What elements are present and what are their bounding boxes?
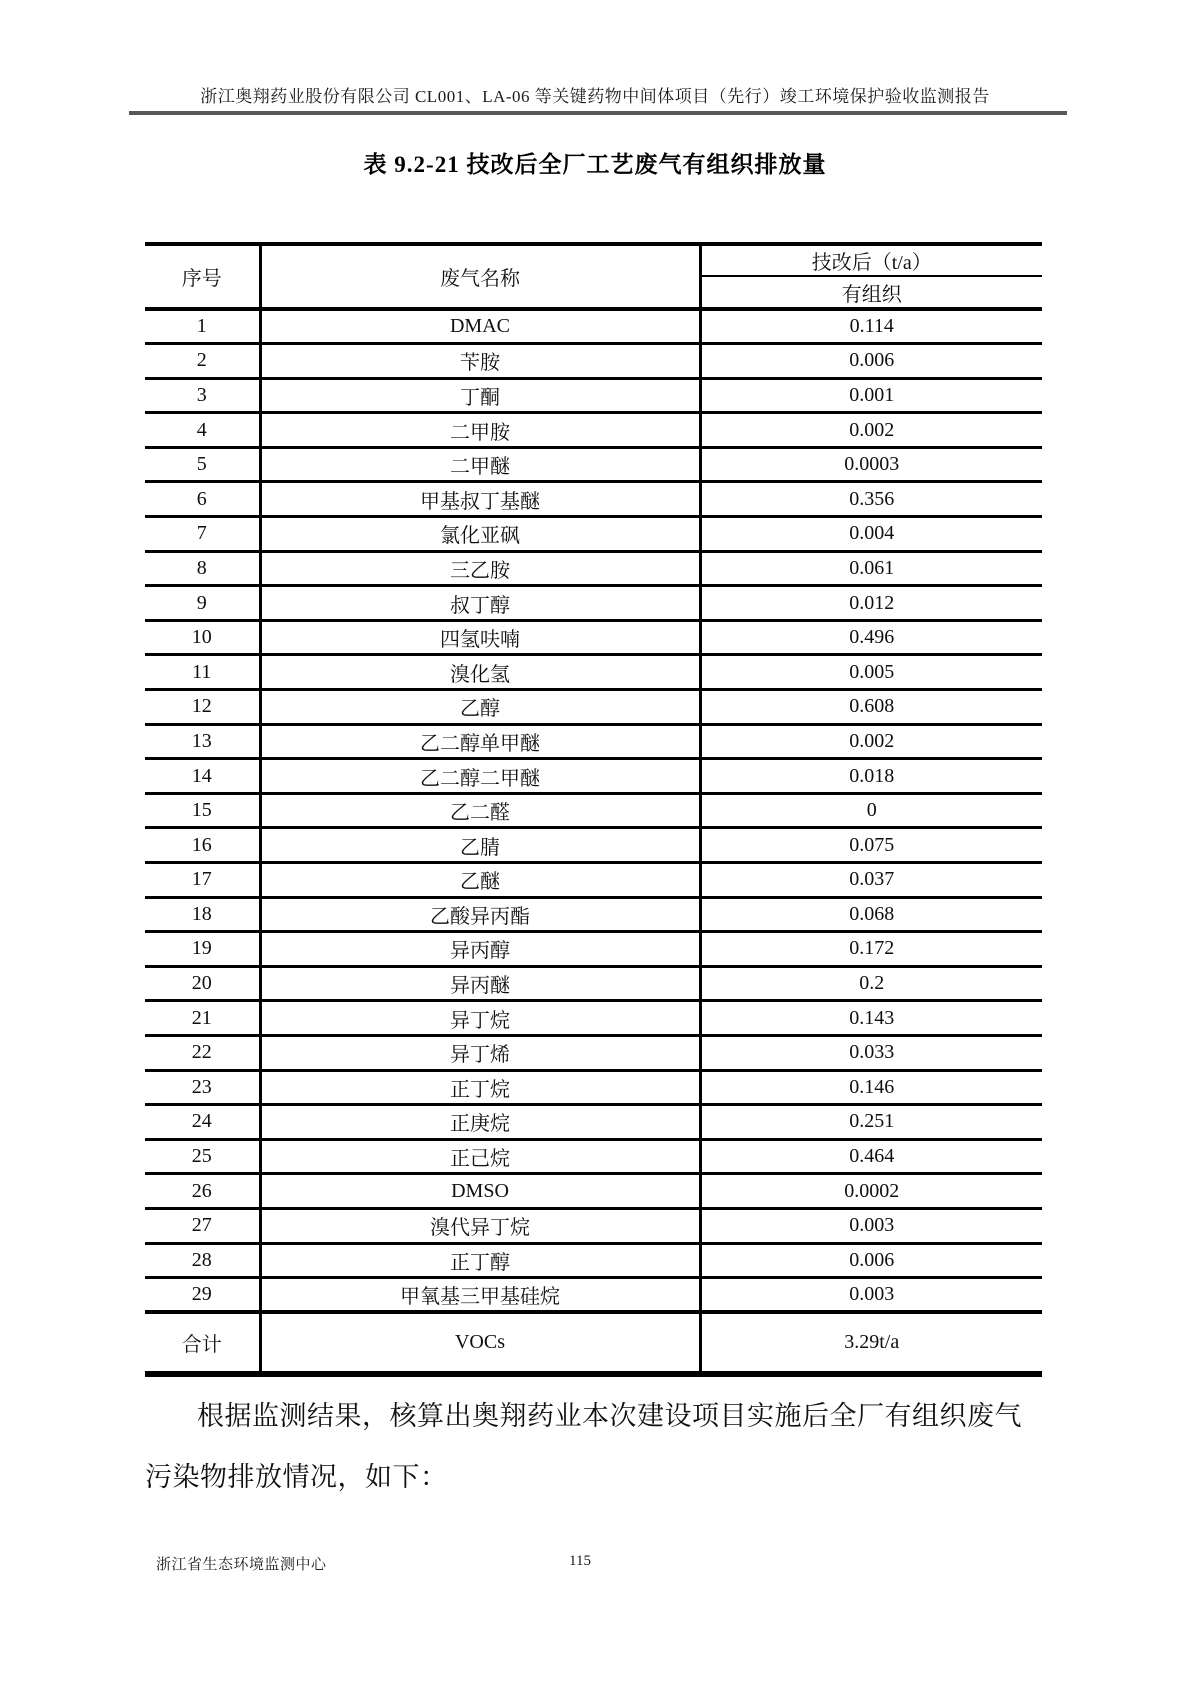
- row-value-cell: 0.172: [700, 932, 1042, 967]
- table-row: [145, 344, 1042, 379]
- row-index-cell: 27: [145, 1208, 260, 1243]
- table-total-row: [145, 1312, 1042, 1374]
- row-name-cell: 溴化氢: [260, 655, 700, 690]
- table-row: [145, 1105, 1042, 1140]
- row-index-cell: 9: [145, 586, 260, 621]
- table-title: 表 9.2-21 技改后全厂工艺废气有组织排放量: [363, 152, 827, 177]
- row-value-cell: 0.146: [700, 1070, 1042, 1105]
- table-row: [145, 1278, 1042, 1313]
- row-index-cell: 2: [145, 344, 260, 379]
- table-row: [145, 1070, 1042, 1105]
- table-row: [145, 551, 1042, 586]
- row-value-cell: 0.075: [700, 828, 1042, 863]
- table-row: [145, 620, 1042, 655]
- row-name-cell: 甲氧基三甲基硅烷: [260, 1278, 700, 1313]
- row-value-cell: 0.114: [700, 309, 1042, 344]
- table-row: [145, 413, 1042, 448]
- row-name-cell: 乙腈: [260, 828, 700, 863]
- row-value-cell: 0.003: [700, 1278, 1042, 1313]
- row-value-cell: 0.037: [700, 863, 1042, 898]
- row-name-cell: 异丙醚: [260, 966, 700, 1001]
- page-number: 115: [569, 1553, 591, 1569]
- row-name-cell: 乙二醇二甲醚: [260, 759, 700, 794]
- row-index-cell: 21: [145, 1001, 260, 1036]
- row-name-cell: 异丁烷: [260, 1001, 700, 1036]
- table-row: [145, 1035, 1042, 1070]
- running-header: 浙江奥翔药业股份有限公司 CL001、LA-06 等关键药物中间体项目（先行）竣工环境保护验收监测报告: [200, 87, 990, 106]
- row-value-cell: 0.004: [700, 517, 1042, 552]
- table-row: [145, 932, 1042, 967]
- table-row: [145, 309, 1042, 344]
- row-value-cell: 0.0003: [700, 447, 1042, 482]
- row-name-cell: 三乙胺: [260, 551, 700, 586]
- row-value-cell: 0.356: [700, 482, 1042, 517]
- table-row: [145, 828, 1042, 863]
- table-header-row: [145, 244, 1042, 276]
- row-name-cell: 溴代异丁烷: [260, 1208, 700, 1243]
- row-index-cell: 12: [145, 690, 260, 725]
- table-row: [145, 1139, 1042, 1174]
- row-index-cell: 16: [145, 828, 260, 863]
- row-index-cell: 3: [145, 378, 260, 413]
- row-index-cell: 5: [145, 447, 260, 482]
- row-value-cell: 0.012: [700, 586, 1042, 621]
- row-index-cell: 14: [145, 759, 260, 794]
- table-row: [145, 517, 1042, 552]
- row-index-cell: 26: [145, 1174, 260, 1209]
- table-row: [145, 1243, 1042, 1278]
- row-value-cell: 0.006: [700, 344, 1042, 379]
- row-index-cell: 11: [145, 655, 260, 690]
- row-value-cell: 0.003: [700, 1208, 1042, 1243]
- row-name-cell: DMAC: [260, 309, 700, 344]
- row-value-cell: 0.002: [700, 413, 1042, 448]
- row-index-cell: 10: [145, 620, 260, 655]
- row-value-cell: 0.0002: [700, 1174, 1042, 1209]
- row-name-cell: 异丙醇: [260, 932, 700, 967]
- row-index-cell: 24: [145, 1105, 260, 1140]
- row-value-cell: 0.061: [700, 551, 1042, 586]
- total-name-cell: VOCs: [260, 1312, 700, 1374]
- table-row: [145, 759, 1042, 794]
- table-row: [145, 1208, 1042, 1243]
- paragraph-line-1: 根据监测结果，核算出奥翔药业本次建设项目实施后全厂有组织废气: [197, 1401, 1022, 1431]
- total-label-cell: 合计: [145, 1312, 260, 1374]
- table-row: [145, 897, 1042, 932]
- row-value-cell: 0.143: [700, 1001, 1042, 1036]
- row-name-cell: 丁酮: [260, 378, 700, 413]
- col-header-index: 序号: [145, 244, 260, 309]
- header-rule: [129, 111, 1067, 115]
- table-row: [145, 655, 1042, 690]
- paragraph-line-2: 污染物排放情况，如下：: [145, 1462, 448, 1492]
- body-paragraph: [145, 1386, 1045, 1508]
- row-index-cell: 25: [145, 1139, 260, 1174]
- row-index-cell: 6: [145, 482, 260, 517]
- col-header-organized: 有组织: [700, 276, 1042, 309]
- row-index-cell: 22: [145, 1035, 260, 1070]
- row-index-cell: 23: [145, 1070, 260, 1105]
- row-index-cell: 7: [145, 517, 260, 552]
- table-row: [145, 793, 1042, 828]
- row-name-cell: 乙醚: [260, 863, 700, 898]
- row-name-cell: 异丁烯: [260, 1035, 700, 1070]
- row-name-cell: 乙二醇单甲醚: [260, 724, 700, 759]
- row-name-cell: 氯化亚砜: [260, 517, 700, 552]
- row-name-cell: 乙酸异丙酯: [260, 897, 700, 932]
- col-header-group: 技改后（t/a）: [700, 244, 1042, 276]
- row-name-cell: 二甲胺: [260, 413, 700, 448]
- row-value-cell: 0.496: [700, 620, 1042, 655]
- row-value-cell: 0.005: [700, 655, 1042, 690]
- row-name-cell: 正己烷: [260, 1139, 700, 1174]
- row-index-cell: 8: [145, 551, 260, 586]
- row-value-cell: 0.068: [700, 897, 1042, 932]
- row-value-cell: 0.001: [700, 378, 1042, 413]
- table-row: [145, 863, 1042, 898]
- row-value-cell: 0.608: [700, 690, 1042, 725]
- table-row: [145, 966, 1042, 1001]
- col-header-name: 废气名称: [260, 244, 700, 309]
- row-index-cell: 20: [145, 966, 260, 1001]
- row-name-cell: 正庚烷: [260, 1105, 700, 1140]
- row-index-cell: 19: [145, 932, 260, 967]
- row-value-cell: 0.251: [700, 1105, 1042, 1140]
- row-name-cell: 四氢呋喃: [260, 620, 700, 655]
- table-row: [145, 1174, 1042, 1209]
- table-row: [145, 482, 1042, 517]
- row-name-cell: 正丁烷: [260, 1070, 700, 1105]
- table-row: [145, 378, 1042, 413]
- table-row: [145, 447, 1042, 482]
- row-value-cell: 0.033: [700, 1035, 1042, 1070]
- footer-organization: 浙江省生态环境监测中心: [156, 1557, 327, 1573]
- row-index-cell: 13: [145, 724, 260, 759]
- table-row: [145, 1001, 1042, 1036]
- row-name-cell: 甲基叔丁基醚: [260, 482, 700, 517]
- row-index-cell: 15: [145, 793, 260, 828]
- row-value-cell: 0.464: [700, 1139, 1042, 1174]
- row-name-cell: DMSO: [260, 1174, 700, 1209]
- table-row: [145, 586, 1042, 621]
- row-name-cell: 乙醇: [260, 690, 700, 725]
- table-row: [145, 690, 1042, 725]
- row-value-cell: 0: [700, 793, 1042, 828]
- row-name-cell: 叔丁醇: [260, 586, 700, 621]
- row-name-cell: 苄胺: [260, 344, 700, 379]
- row-index-cell: 17: [145, 863, 260, 898]
- row-index-cell: 18: [145, 897, 260, 932]
- row-value-cell: 0.018: [700, 759, 1042, 794]
- row-name-cell: 乙二醛: [260, 793, 700, 828]
- emissions-table: [145, 242, 1042, 1377]
- row-index-cell: 29: [145, 1278, 260, 1313]
- table-row: [145, 724, 1042, 759]
- row-value-cell: 0.002: [700, 724, 1042, 759]
- row-name-cell: 正丁醇: [260, 1243, 700, 1278]
- row-value-cell: 0.2: [700, 966, 1042, 1001]
- total-value-cell: 3.29t/a: [700, 1312, 1042, 1374]
- row-value-cell: 0.006: [700, 1243, 1042, 1278]
- row-name-cell: 二甲醚: [260, 447, 700, 482]
- row-index-cell: 28: [145, 1243, 260, 1278]
- row-index-cell: 1: [145, 309, 260, 344]
- row-index-cell: 4: [145, 413, 260, 448]
